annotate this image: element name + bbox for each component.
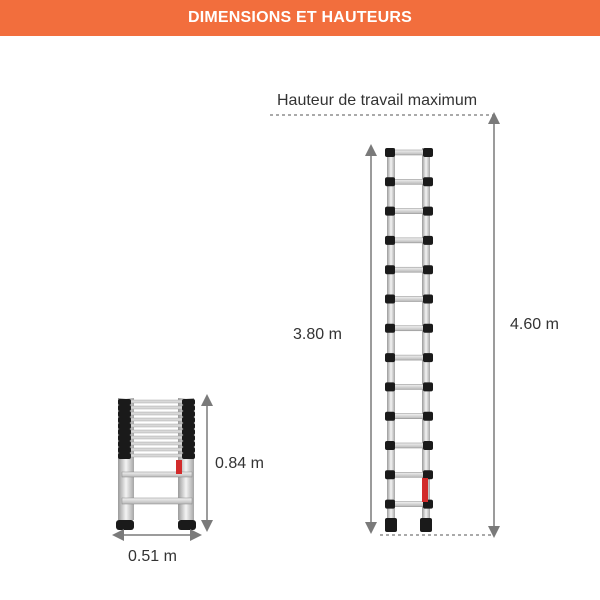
- rung-clip: [423, 265, 433, 274]
- extended-height-label: 3.80 m: [293, 326, 342, 343]
- folded-rung-clip: [182, 447, 195, 453]
- rung-clip: [385, 295, 395, 304]
- folded-rung-clip: [118, 453, 131, 459]
- folded-rung-clip: [118, 423, 131, 429]
- folded-rung-clip: [118, 447, 131, 453]
- rung-clip: [385, 382, 395, 391]
- rung-clip: [423, 177, 433, 186]
- rung-clip: [385, 236, 395, 245]
- folded-rung: [126, 436, 188, 439]
- rung-clip: [385, 500, 395, 509]
- folded-rung-clip: [118, 411, 131, 417]
- rung-clip: [385, 324, 395, 333]
- rung-clip: [423, 441, 433, 450]
- rung-clip: [385, 353, 395, 362]
- folded-rung-clip: [182, 441, 195, 447]
- folded-rung-clip: [118, 405, 131, 411]
- rung-clip: [423, 295, 433, 304]
- folded-rung-clip: [118, 417, 131, 423]
- rung-clip: [385, 148, 395, 157]
- folded-rung: [126, 400, 188, 403]
- folded-rung-clip: [182, 411, 195, 417]
- folded-rung-clip: [182, 435, 195, 441]
- folded-rung-clip: [118, 441, 131, 447]
- folded-rung-clip: [118, 399, 131, 405]
- folded-rung: [126, 412, 188, 415]
- folded-rung: [126, 430, 188, 433]
- rung-clip: [423, 207, 433, 216]
- folded-rung-clip: [118, 429, 131, 435]
- rung-clip: [385, 441, 395, 450]
- rung-clip: [423, 353, 433, 362]
- rung-clip: [423, 236, 433, 245]
- rung-clip: [423, 324, 433, 333]
- max-working-height-label: 4.60 m: [510, 316, 559, 333]
- folded-rung: [126, 418, 188, 421]
- rung-clip: [423, 470, 433, 479]
- folded-rung-clip: [182, 417, 195, 423]
- folded-rung-clip: [182, 405, 195, 411]
- folded-rung-clip: [182, 453, 195, 459]
- folded-rung-clip: [182, 429, 195, 435]
- banner-title: DIMENSIONS ET HAUTEURS: [188, 9, 412, 26]
- working-height-label: Hauteur de travail maximum: [277, 92, 478, 109]
- rung-clip: [423, 148, 433, 157]
- rung-clip: [423, 382, 433, 391]
- folded-rung-clip: [182, 399, 195, 405]
- folded-rung: [126, 406, 188, 409]
- folded-rung-clip: [118, 435, 131, 441]
- folded-rung: [126, 442, 188, 445]
- folded-rung: [126, 454, 188, 457]
- rung-clip: [385, 177, 395, 186]
- rung-clip: [385, 207, 395, 216]
- folded-rung: [126, 448, 188, 451]
- folded-ladder: [116, 398, 196, 530]
- rung-clip: [385, 470, 395, 479]
- folded-rung-clip: [182, 423, 195, 429]
- folded-rung: [126, 424, 188, 427]
- rung-clip: [385, 412, 395, 421]
- folded-height-label: 0.84 m: [215, 455, 264, 472]
- extended-ladder: [385, 148, 433, 532]
- folded-width-label: 0.51 m: [128, 548, 177, 565]
- rung-clip: [423, 412, 433, 421]
- rung-clip: [385, 265, 395, 274]
